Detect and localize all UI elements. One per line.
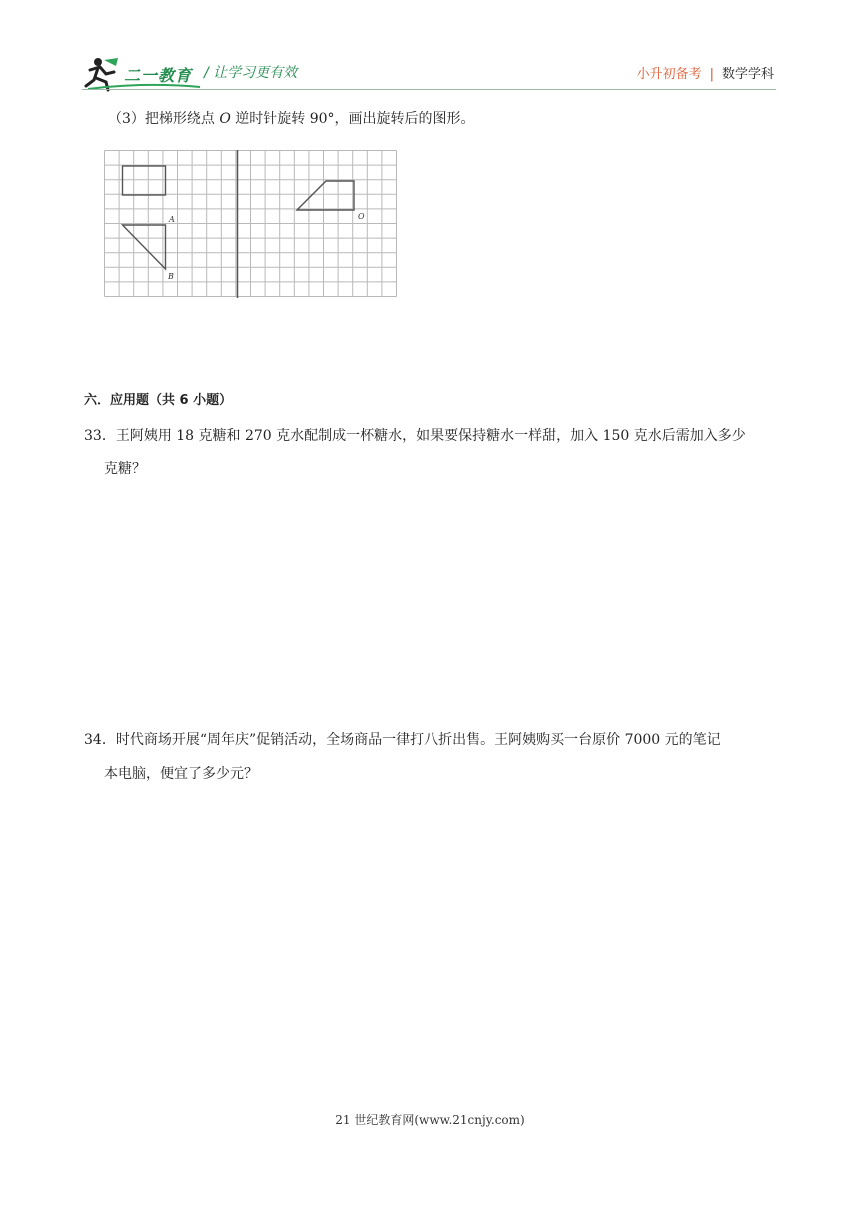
q3-prefix: （3）把梯形绕点 bbox=[108, 111, 220, 127]
header-right bbox=[637, 63, 774, 82]
trapezoid-shape bbox=[297, 181, 354, 210]
question-3-text bbox=[108, 109, 475, 129]
header-rule bbox=[82, 89, 776, 90]
label-b: B bbox=[168, 272, 174, 281]
question-33-line1: 33．王阿姨用 18 克糖和 270 克水配制成一杯糖水，如果要保持糖水一样甜，加入 150 克水后需加入多少 bbox=[84, 428, 746, 444]
q3-point: O bbox=[219, 111, 231, 127]
square-shape bbox=[123, 166, 166, 195]
q3-suffix: 逆时针旋转 90°，画出旋转后的图形。 bbox=[230, 111, 475, 127]
page-header bbox=[0, 0, 860, 100]
question-34-line1: 34．时代商场开展“周年庆”促销活动，全场商品一律打八折出售。王阿姨购买一台原价 7000 元的笔记 bbox=[84, 732, 721, 748]
subject-label: 数学学科 bbox=[721, 67, 774, 82]
header-separator: | bbox=[709, 67, 714, 82]
section-title: 六．应用题（共 6 小题） bbox=[84, 393, 233, 408]
label-o: O bbox=[358, 212, 365, 221]
question-33-line2: 克糖？ bbox=[104, 461, 146, 477]
triangle-shape bbox=[123, 225, 166, 269]
grid-figure bbox=[104, 150, 400, 300]
exam-label: 小升初备考 bbox=[636, 67, 702, 82]
slogan: / 让学习更有效 bbox=[204, 65, 298, 81]
question-34-line2: 本电脑，便宜了多少元？ bbox=[104, 766, 258, 782]
grid-lines bbox=[105, 151, 397, 297]
label-a: A bbox=[169, 215, 175, 224]
logo-text: 二一教育 bbox=[124, 66, 193, 85]
page-footer: 21 世纪教育网(www.21cnjy.com) bbox=[335, 1113, 525, 1127]
